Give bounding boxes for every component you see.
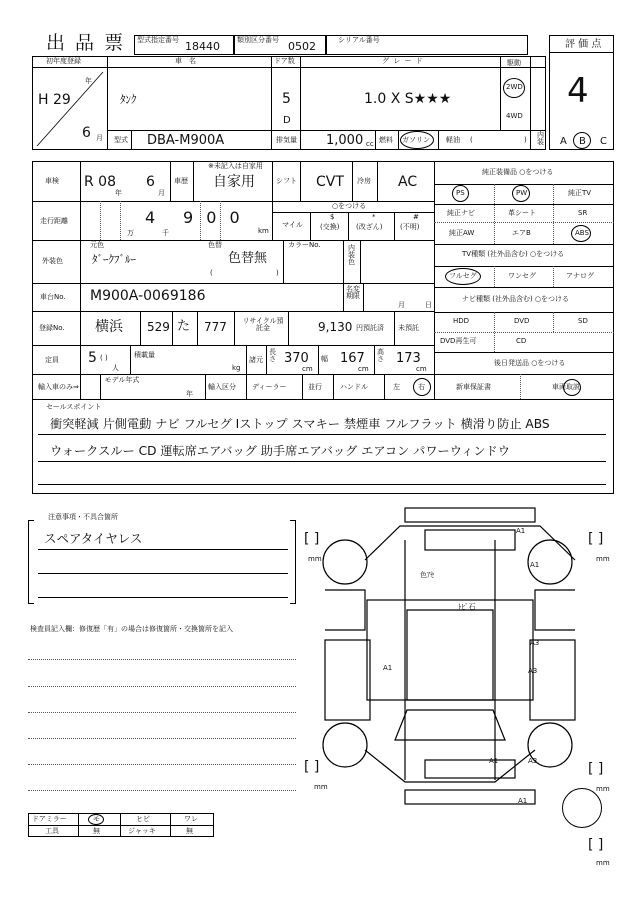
drive-2wd-circle	[503, 78, 525, 98]
mark-right-rear-door: A3	[528, 667, 538, 675]
displacement-value: 1,000	[326, 133, 364, 148]
mark-right-front-door: A3	[530, 639, 540, 647]
mark-rear-bumper: A1	[518, 797, 528, 805]
original-color: ﾀﾞｰｸﾌﾞﾙｰ	[92, 253, 136, 266]
mirror-value: モ	[93, 815, 100, 823]
spare-tire	[562, 788, 602, 828]
load-label: 積載量	[134, 351, 155, 359]
history-label: 車歴	[174, 177, 188, 185]
tv-type-header: TV種類 (社外品含む) ○をつける	[462, 250, 565, 258]
manual-circle	[563, 379, 581, 396]
model-cert-value: 18440	[185, 40, 220, 53]
ac-value: AC	[398, 174, 418, 190]
reg-class: 529	[147, 320, 170, 334]
shift-value: CVT	[316, 174, 344, 190]
mileage-rest: 9 0 0	[183, 208, 244, 227]
category-value: 0502	[288, 40, 316, 53]
mark-rear-left: A1	[489, 757, 499, 765]
serial-label: シリアル番号	[338, 36, 380, 44]
drive-2wd: 2WD	[506, 83, 523, 91]
doors-value: 5	[282, 91, 291, 107]
reg-area: 横浜	[95, 319, 123, 335]
drive-label: 駆動	[507, 59, 521, 67]
import-label: 輸入車のみ⇒	[38, 383, 79, 391]
reg-label: 登録No.	[39, 324, 65, 332]
dims-label: 諸元	[249, 356, 263, 364]
car-diagram	[305, 500, 585, 840]
handle-right: 右	[418, 383, 425, 391]
grade-value: 1.0 X S★★★	[364, 91, 452, 107]
interior-b-circle	[573, 132, 591, 149]
interior-color-label: 内装色	[348, 244, 355, 266]
doors-label: ドア数	[274, 57, 295, 65]
chassis-value: M900A-0069186	[90, 288, 206, 304]
capacity-value: 5	[88, 350, 97, 366]
exterior-label: 外装色	[42, 257, 63, 265]
mile-label: マイル	[282, 221, 303, 229]
mark-left-door: A1	[383, 664, 393, 672]
rating-value: 4	[567, 71, 589, 111]
history-value: 自家用	[213, 174, 255, 190]
inspection-month: 6	[146, 174, 155, 190]
mark-rear-right: A3	[528, 757, 538, 765]
fuel-circle	[400, 131, 434, 149]
ps-circle	[452, 185, 469, 202]
abs-circle	[571, 225, 591, 242]
reg-num: 777	[204, 320, 227, 334]
fuel-gasoline: ガソリン	[402, 136, 430, 144]
color-no-label: カラーNo.	[288, 241, 321, 249]
fuel-label: 燃料	[379, 136, 393, 144]
nav-type-header: ナビ種類 (社外品含む) ○をつける	[462, 295, 570, 303]
chassis-label: 車台No.	[40, 293, 66, 301]
grade-label: グ レ ー ド	[382, 57, 424, 65]
displacement-label: 排気量	[276, 136, 297, 144]
sheet-title: 出 品 票	[46, 32, 126, 54]
shift-label: シフト	[276, 177, 297, 185]
inspection-era: R 08	[84, 174, 116, 190]
genuine-header: 純正装備品 ○をつける	[482, 168, 554, 176]
mark-front-bumper: A1	[516, 527, 526, 535]
model-label: 型式	[114, 136, 128, 144]
model-cert-label: 型式指定番号	[137, 36, 179, 44]
category-label: 類別区分番号	[237, 36, 279, 44]
reg-kana: た	[177, 319, 191, 334]
fullseg-circle	[445, 268, 481, 285]
pw-circle	[512, 185, 530, 202]
first-reg-month: 6	[82, 125, 91, 141]
first-reg-era: H 29	[38, 92, 71, 108]
first-reg-label: 初年度登録	[46, 57, 81, 65]
ac-label: 冷房	[357, 177, 371, 185]
notes-text: スペアタイヤレス	[44, 531, 143, 546]
drive-4wd: 4WD	[506, 112, 523, 120]
width-value: 167	[340, 351, 365, 366]
length-value: 370	[284, 351, 309, 366]
sales-line-1: 衝突軽減 片側電動 ナビ フルセグ Iストップ スマキー 禁煙車 フルフラット 横滑り防止 ABS	[50, 417, 550, 431]
mark-hood: 色ｱｾ	[420, 571, 434, 579]
interior-b: B	[579, 136, 586, 147]
recycle-value: 9,130	[318, 320, 353, 334]
sales-label: セールスポイント	[46, 403, 102, 411]
interior-label: 内装	[537, 131, 544, 146]
handle-right-circle	[413, 378, 431, 396]
model-value: DBA-M900A	[147, 133, 225, 148]
recycle-label: リサイクル預託金	[242, 317, 284, 332]
mileage-label: 走行距離	[40, 217, 68, 225]
inspector-label: 検査員記入欄：修復歴「有」の場合は修復箇所・交換箇所を記入	[30, 625, 233, 633]
notes-label: 注意事項・不具合箇所	[48, 513, 118, 521]
mark-front-right: A1	[530, 561, 540, 569]
mileage-man: 4	[145, 208, 156, 227]
repaint-value: 色替無	[228, 251, 268, 266]
car-name: ﾀﾝｸ	[120, 93, 137, 106]
car-name-label: 車 名	[175, 57, 196, 65]
rating-label: 評 価 点	[565, 39, 602, 50]
mark-windshield: ﾄﾋﾞ石	[458, 603, 476, 611]
name-change-label: 名変期限	[346, 285, 360, 300]
capacity-label: 定員	[45, 356, 59, 364]
sales-line-2: ウォークスルー CD 運転席エアバッグ 助手席エアバッグ エアコン パワーウィンドウ	[50, 444, 510, 458]
inspection-label: 車検	[45, 177, 59, 185]
height-value: 173	[396, 351, 421, 366]
later-header: 後日発送品 ○をつける	[494, 359, 566, 367]
fuel-diesel: 軽油	[446, 136, 460, 144]
